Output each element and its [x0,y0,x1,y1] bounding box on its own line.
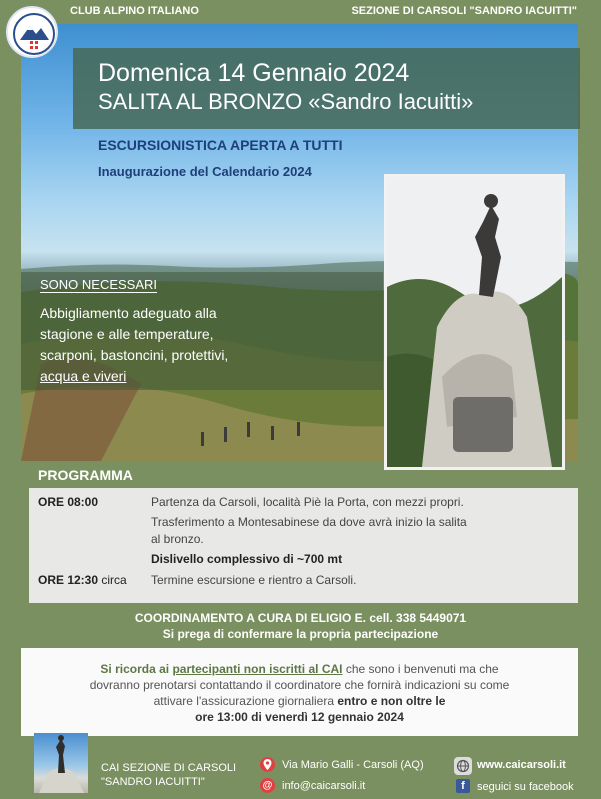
statue-photo [384,174,565,470]
program-line: Partenza da Carsoli, località Piè la Porta, con mezzi propri. [151,495,464,509]
notice-text: dovranno prenotarsi contattando il coordinatore che fornirà indicazioni su come [89,678,510,692]
requirements-text [40,303,300,387]
at-icon: @ [260,778,275,793]
map-pin-icon [260,757,275,772]
club-name: CLUB ALPINO ITALIANO [70,5,199,17]
event-type: ESCURSIONISTICA APERTA A TUTTI [98,137,343,153]
program-time: ORE 08:00 [38,495,99,509]
footer-facebook[interactable]: seguici su facebook [477,781,574,793]
program-time [38,572,127,589]
requirements-line: Abbigliamento adeguato alla [40,305,217,321]
cai-logo-icon [6,6,58,58]
program-line: al bronzo. [151,532,204,546]
footer-organization [101,761,236,789]
event-date: Domenica 14 Gennaio 2024 [98,59,410,87]
program-heading: PROGRAMMA [38,467,133,483]
program-description: Termine escursione e rientro a Carsoli. [151,573,357,587]
insurance-notice [21,648,578,736]
requirements-line: stagione e alle temperature, [40,326,214,342]
program-time-value: ORE 12:30 [38,573,99,587]
program-time-circa: circa [101,573,127,587]
footer-statue-thumbnail [34,733,88,793]
program-line: Trasferimento a Montesabinese da dove avrà inizio la salita [151,515,467,529]
notice-deadline-date: ore 13:00 di venerdì 12 gennaio 2024 [195,710,404,724]
program-elevation: Dislivello complessivo di ~700 mt [151,552,343,566]
event-title: SALITA AL BRONZO «Sandro Iacuitti» [98,89,474,114]
requirements-line: acqua e viveri [40,368,127,384]
footer-email[interactable]: info@caicarsoli.it [282,780,366,792]
globe-icon [454,757,472,775]
footer-website[interactable]: www.caicarsoli.it [477,759,566,771]
notice-text: che sono i benvenuti ma che [345,662,499,676]
footer-org-line: "SANDRO IACUITTI" [101,776,205,788]
notice-text: attivare l'assicurazione giornaliera [153,694,335,708]
requirements-title: SONO NECESSARI [40,277,158,292]
event-occasion: Inaugurazione del Calendario 2024 [98,164,312,179]
notice-highlight: partecipanti non iscritti al CAI [172,662,343,676]
notice-text: Si ricorda ai [100,662,170,676]
footer-org-line: CAI SEZIONE DI CARSOLI [101,762,237,774]
footer-address: Via Mario Galli - Carsoli (AQ) [282,759,424,771]
section-name: SEZIONE DI CARSOLI "SANDRO IACUITTI" [351,5,577,17]
notice-deadline: entro e non oltre le [337,694,446,708]
confirm-request: Si prega di confermare la propria partecipazione [162,627,439,641]
coordinator: COORDINAMENTO A CURA DI ELIGIO E. cell. 338 5449071 [134,611,467,625]
program-description [151,494,561,568]
facebook-icon: f [456,779,470,793]
requirements-line: scarponi, bastoncini, protettivi, [40,347,229,363]
